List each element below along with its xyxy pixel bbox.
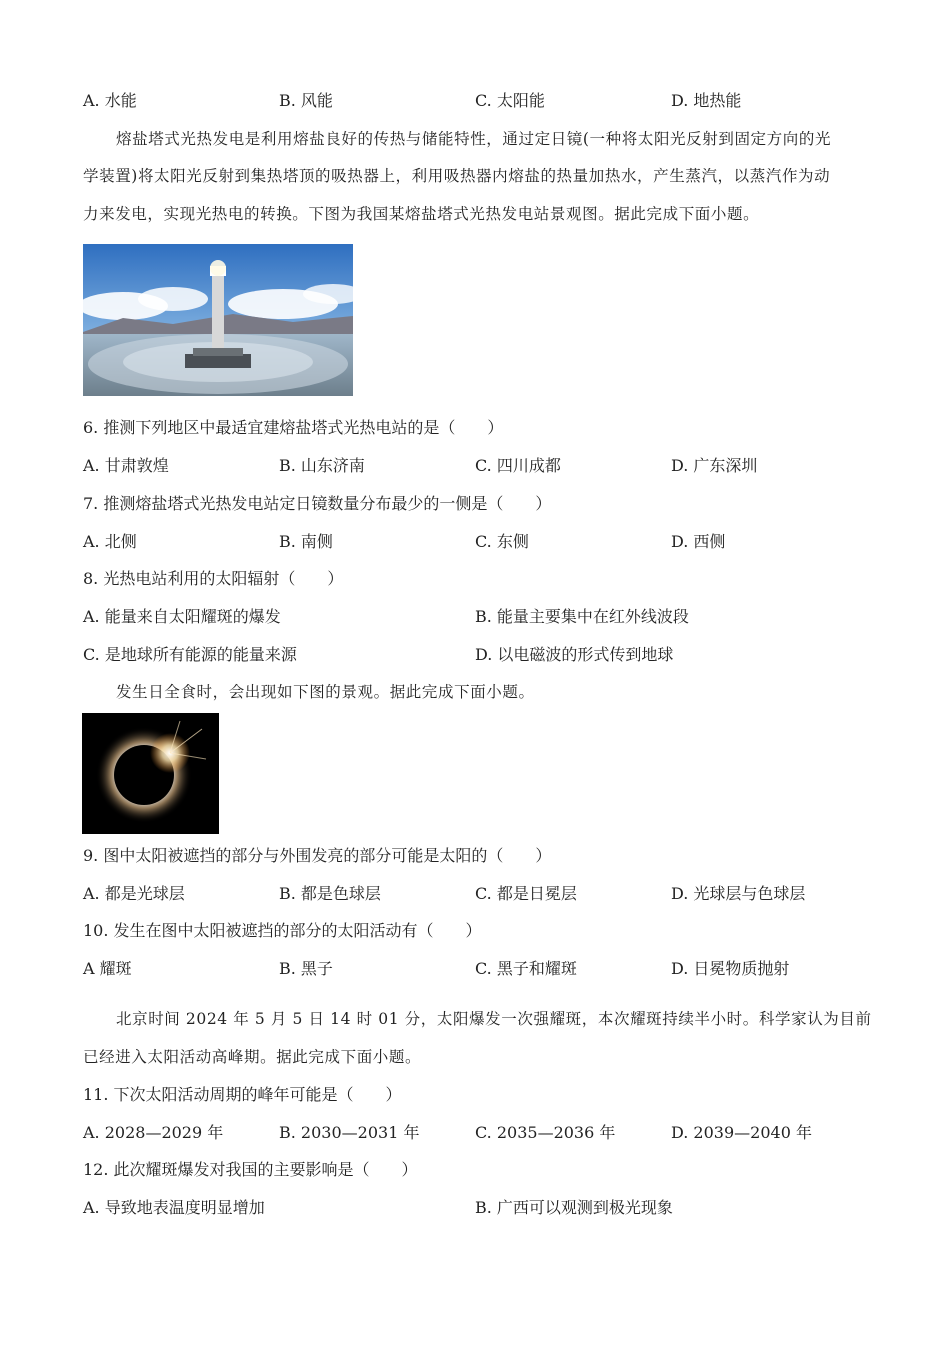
q12-option-a: A. 导致地表温度明显增加 bbox=[83, 1198, 265, 1217]
passage2-text: 发生日全食时，会出现如下图的景观。据此完成下面小题。 bbox=[116, 683, 535, 701]
q10-option-a: A 耀斑 bbox=[83, 959, 132, 978]
q10-option-b: B. 黑子 bbox=[279, 959, 333, 978]
q9-option-b: B. 都是色球层 bbox=[279, 884, 381, 903]
q11-stem: 11. 下次太阳活动周期的峰年可能是（ ） bbox=[83, 1085, 402, 1104]
q10-option-d: D. 日冕物质抛射 bbox=[671, 959, 790, 978]
q6-option-b: B. 山东济南 bbox=[279, 456, 365, 475]
solar-eclipse-photo bbox=[82, 713, 219, 834]
q8-option-b: B. 能量主要集中在红外线波段 bbox=[475, 607, 689, 626]
q6-stem: 6. 推测下列地区中最适宜建熔盐塔式光热电站的是（ ） bbox=[83, 418, 504, 437]
q11-option-b: B. 2030—2031 年 bbox=[279, 1123, 420, 1142]
q8-option-c: C. 是地球所有能源的能量来源 bbox=[83, 645, 297, 664]
q7-option-d: D. 西侧 bbox=[671, 532, 726, 551]
q10-option-c: C. 黑子和耀斑 bbox=[475, 959, 577, 978]
q9-stem: 9. 图中太阳被遮挡的部分与外围发亮的部分可能是太阳的（ ） bbox=[83, 846, 552, 865]
q11-option-c: C. 2035—2036 年 bbox=[475, 1123, 616, 1142]
q11-option-a: A. 2028—2029 年 bbox=[83, 1123, 224, 1142]
q7-option-b: B. 南侧 bbox=[279, 532, 333, 551]
q8-stem: 8. 光热电站利用的太阳辐射（ ） bbox=[83, 569, 344, 588]
q6-option-d: D. 广东深圳 bbox=[671, 456, 758, 475]
q11-option-d: D. 2039—2040 年 bbox=[671, 1123, 812, 1142]
q10-stem: 10. 发生在图中太阳被遮挡的部分的太阳活动有（ ） bbox=[83, 921, 482, 940]
q8-option-a: A. 能量来自太阳耀斑的爆发 bbox=[83, 607, 281, 626]
q5-option-a: A. 水能 bbox=[83, 91, 137, 110]
passage1-line-3: 力来发电，实现光热电的转换。下图为我国某熔盐塔式光热发电站景观图。据此完成下面小题。 bbox=[83, 205, 760, 223]
passage1-line-1: 熔盐塔式光热发电是利用熔盐良好的传热与储能特性，通过定日镜(一种将太阳光反射到固定方向的光 bbox=[116, 130, 832, 148]
passage3-line-2: 已经进入太阳活动高峰期。据此完成下面小题。 bbox=[83, 1048, 422, 1066]
q9-option-d: D. 光球层与色球层 bbox=[671, 884, 806, 903]
q6-option-a: A. 甘肃敦煌 bbox=[83, 456, 169, 475]
q12-option-b: B. 广西可以观测到极光现象 bbox=[475, 1198, 673, 1217]
q7-option-a: A. 北侧 bbox=[83, 532, 137, 551]
q6-option-c: C. 四川成都 bbox=[475, 456, 561, 475]
q7-option-c: C. 东侧 bbox=[475, 532, 529, 551]
passage1-line-2: 学装置)将太阳光反射到集热塔顶的吸热器上，利用吸热器内熔盐的热量加热水，产生蒸汽，以蒸汽作为动 bbox=[83, 167, 831, 185]
solar-tower-photo bbox=[83, 244, 353, 396]
passage3-line-1: 北京时间 2024 年 5 月 5 日 14 时 01 分，太阳爆发一次强耀斑，本次耀斑持续半小时。科学家认为目前 bbox=[116, 1010, 872, 1028]
q7-stem: 7. 推测熔盐塔式光热发电站定日镜数量分布最少的一侧是（ ） bbox=[83, 494, 552, 513]
q5-option-b: B. 风能 bbox=[279, 91, 333, 110]
q5-option-c: C. 太阳能 bbox=[475, 91, 545, 110]
q12-stem: 12. 此次耀斑爆发对我国的主要影响是（ ） bbox=[83, 1160, 418, 1179]
q5-option-d: D. 地热能 bbox=[671, 91, 742, 110]
q9-option-a: A. 都是光球层 bbox=[83, 884, 185, 903]
q8-option-d: D. 以电磁波的形式传到地球 bbox=[475, 645, 674, 664]
q9-option-c: C. 都是日冕层 bbox=[475, 884, 577, 903]
